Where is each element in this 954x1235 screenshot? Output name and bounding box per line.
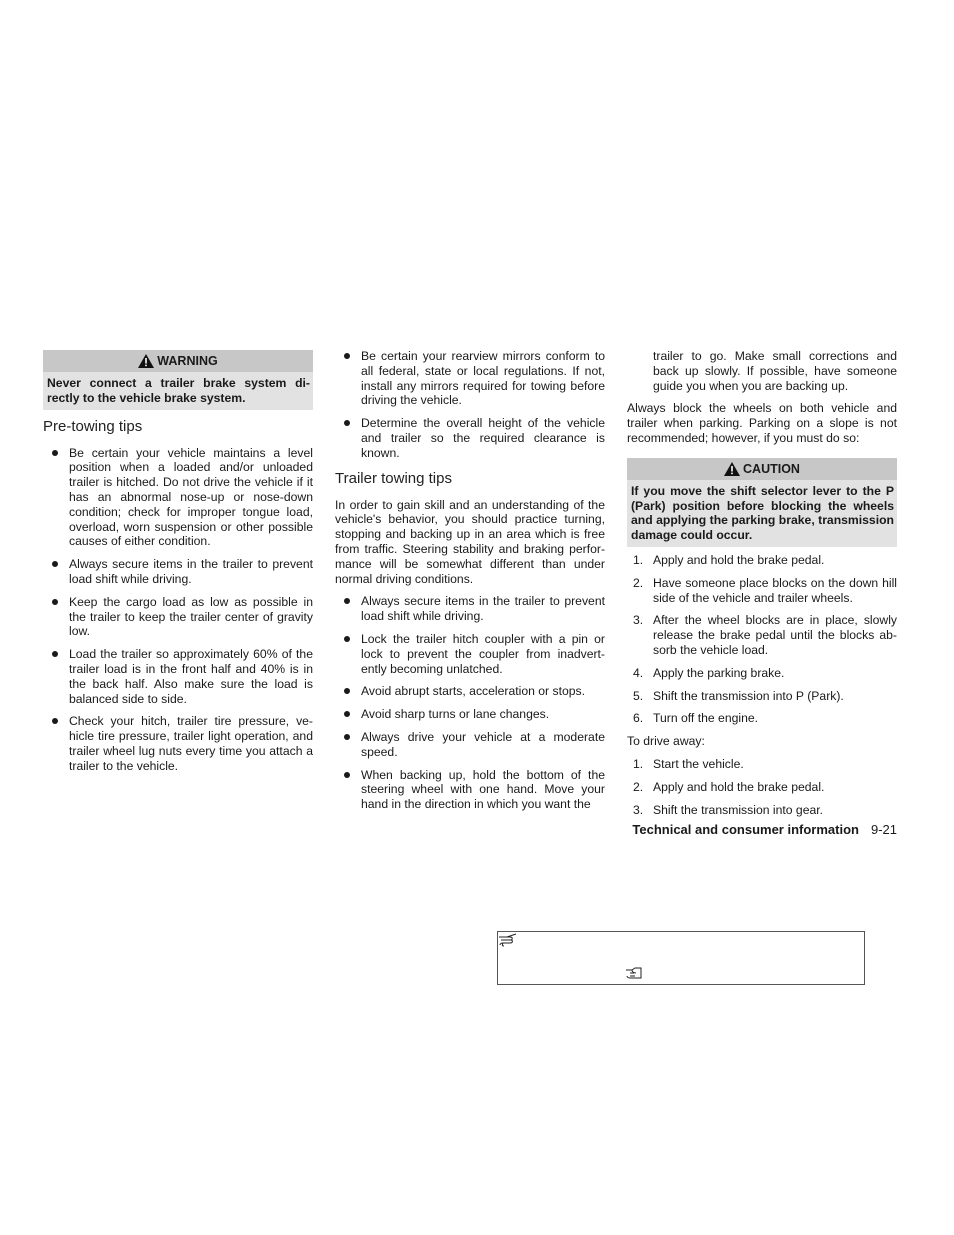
list-item: Always drive your vehicle at a moderate speed. bbox=[335, 730, 605, 760]
drive-away-label: To drive away: bbox=[627, 734, 705, 749]
list-item: 6. Turn off the engine. bbox=[633, 711, 759, 726]
list-item: Be certain your vehicle maintains a level position when a loaded and/or unloaded trailer is hitched. Do not drive the vehicle if it has an abnormal nose-up or nose-down condition; check for improper tongue load, overload, worn suspension or other possible causes of either condition. bbox=[43, 446, 313, 550]
hand-icon bbox=[624, 966, 644, 985]
list-item: 3. After the wheel blocks are in place, slowly release the brake pedal until the blocks ab-sorb the vehicle load. bbox=[633, 613, 897, 657]
list-item: Always secure items in the trailer to prevent load shift while driving. bbox=[43, 557, 313, 587]
trailer-towing-heading: Trailer towing tips bbox=[335, 469, 452, 487]
column-middle bbox=[335, 349, 605, 812]
list-item: Load the trailer so approximately 60% of the trailer load is in the front half and 40% is in the back half. Also make sure the load is balanced side to side. bbox=[43, 647, 313, 706]
page-footer bbox=[560, 822, 897, 838]
warning-triangle-icon bbox=[138, 354, 154, 368]
parking-text: Always block the wheels on both vehicle and trailer when parking. Parking on a slope is not recommended; however, if you must do so: bbox=[627, 401, 897, 445]
pre-towing-list bbox=[43, 446, 313, 774]
list-item: 1. Start the vehicle. bbox=[633, 756, 744, 771]
list-item: Always secure items in the trailer to prevent load shift while driving. bbox=[335, 594, 605, 624]
pre-towing-heading: Pre-towing tips bbox=[43, 417, 143, 435]
list-item: 5. Shift the transmission into P (Park). bbox=[633, 688, 844, 703]
list-item: 1. Apply and hold the brake pedal. bbox=[633, 552, 825, 567]
pre-towing-list-continued bbox=[335, 349, 605, 461]
list-item: Avoid sharp turns or lane changes. bbox=[335, 707, 605, 722]
pointing-hand-icon bbox=[498, 933, 518, 952]
section-title: Technical and consumer information bbox=[632, 822, 859, 837]
list-item: 2. Have someone place blocks on the down hill side of the vehicle and trailer wheels. bbox=[633, 575, 897, 605]
warning-header bbox=[43, 350, 313, 372]
column-right bbox=[627, 349, 897, 817]
trailer-towing-intro: In order to gain skill and an understanding of the vehicle's behavior, you should practice turning, stopping and backing up in an area which is free from traffic. Steering stability and braking perfor-mance will be somewhat different than under normal driving conditions. bbox=[335, 497, 605, 586]
list-item: Avoid abrupt starts, acceleration or stops. bbox=[335, 684, 605, 699]
caution-title: CAUTION bbox=[743, 461, 800, 476]
list-item: Keep the cargo load as low as possible in the trailer to keep the trailer center of gravity low. bbox=[43, 595, 313, 639]
list-item: Lock the trailer hitch coupler with a pin or lock to prevent the coupler from inadvert-ently becoming unlatched. bbox=[335, 632, 605, 676]
list-item-continuation: trailer to go. Make small corrections and back up slowly. If possible, have someone guide you when you are backing up. bbox=[653, 349, 897, 393]
page-number: 9-21 bbox=[870, 822, 897, 837]
parking-steps bbox=[627, 553, 897, 726]
list-item: 4. Apply the parking brake. bbox=[633, 665, 785, 680]
list-item: When backing up, hold the bottom of the steering wheel with one hand. Move your hand in the direction in which you want the bbox=[335, 768, 605, 812]
caution-box bbox=[627, 458, 897, 547]
reference-box bbox=[497, 931, 865, 985]
caution-triangle-icon bbox=[724, 462, 740, 476]
drive-away-steps bbox=[627, 757, 897, 817]
warning-box bbox=[43, 350, 313, 410]
list-item: 3. Shift the transmission into gear. bbox=[633, 802, 824, 817]
warning-text: Never connect a trailer brake system di-rectly to the vehicle brake system. bbox=[43, 372, 313, 410]
caution-header bbox=[627, 458, 897, 480]
list-item: Be certain your rearview mirrors conform to all federal, state or local regulations. If not, install any mirrors required for towing before driving the vehicle. bbox=[335, 349, 605, 408]
caution-text: If you move the shift selector lever to the P (Park) position before blocking the wheels and applying the parking brake, transmission damage could occur. bbox=[627, 480, 897, 547]
list-item: 2. Apply and hold the brake pedal. bbox=[633, 779, 825, 794]
trailer-towing-list bbox=[335, 594, 605, 812]
list-item: Determine the overall height of the vehicle and trailer so the required clearance is known. bbox=[335, 416, 605, 460]
list-item: Check your hitch, trailer tire pressure, ve-hicle tire pressure, trailer light operation, and trailer wheel lug nuts every time you attach a trailer to the vehicle. bbox=[43, 714, 313, 773]
column-left bbox=[43, 350, 313, 774]
warning-title: WARNING bbox=[157, 354, 218, 368]
